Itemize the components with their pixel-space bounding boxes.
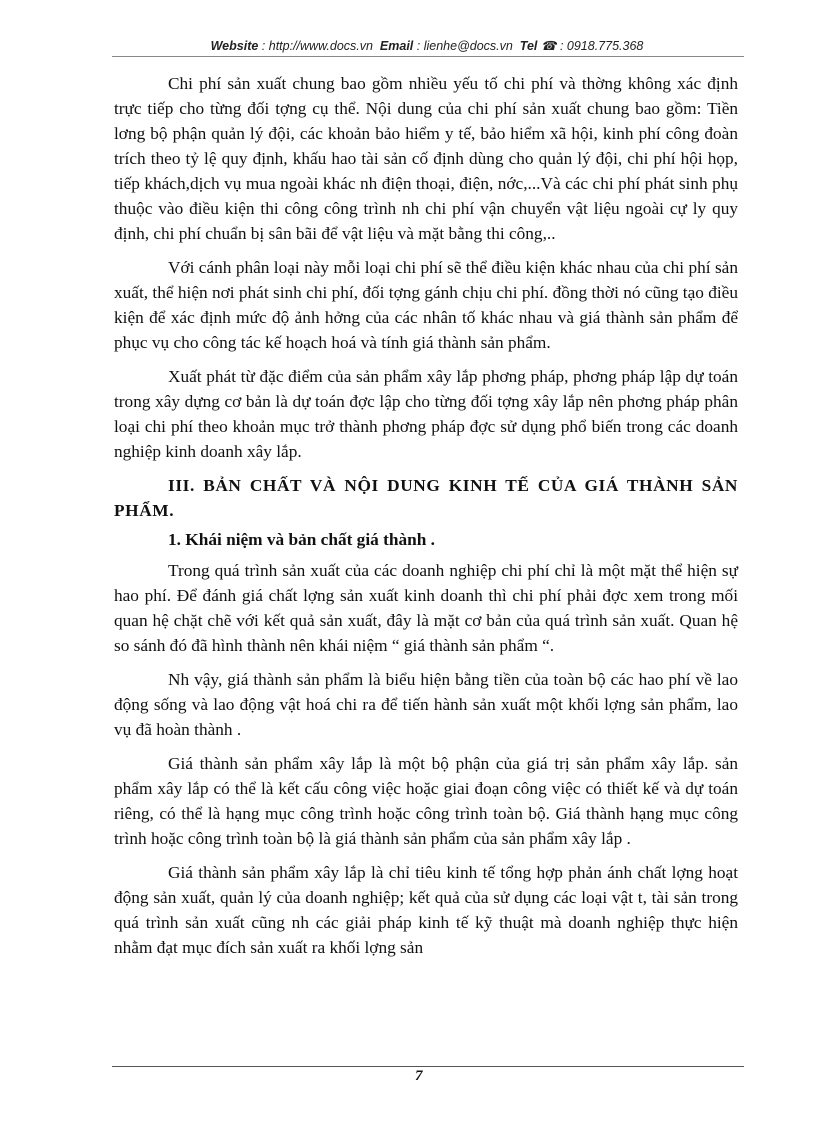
page-number: 7 (415, 1068, 423, 1084)
paragraph-economic-indicator: Giá thành sản phẩm xây lắp là chỉ tiêu kinh tế tổng hợp phản ánh chất lợng hoạt động sản xuất, quản lý của doanh nghiệp; kết quả của sử dụng các loại vật t, tài sản trong quá trình sản xuất cũng nh các giải pháp kinh tế kỹ thuật mà doanh nghiệp thực hiện nhằm đạt mục đích sản xuất ra khối lợng sản (114, 863, 738, 957)
header-divider (112, 56, 744, 57)
subsection-heading: 1. Khái niệm và bản chất giá thành . (168, 530, 435, 549)
paragraph-concept: Trong quá trình sản xuất của các doanh nghiệp chi phí chỉ là một mặt thể hiện sự hao phí. Để đánh giá chất lợng sản xuất kinh doanh thì chi phí phải đợc xem trong mối quan hệ chặt chẽ với kết quả sản xuất, đây là mặt cơ bản của quá trình sản xuất. Quan hệ so sánh đó đã hình thành nên khái niệm “ giá thành sản phẩm “. (114, 561, 738, 655)
footer-divider (112, 1066, 744, 1067)
tel-value: : 0918.775.368 (559, 39, 644, 53)
paragraph-general-production-costs: Chi phí sản xuất chung bao gồm nhiều yếu tố chi phí và thờng không xác định trực tiếp cho từng đối tợng cụ thể. Nội dung của chi phí sản xuất chung bao gồm: Tiền lơng bộ phận quản lý đội, các khoản bảo hiểm y tế, bảo hiểm xã hội, kinh phí công đoàn trích theo tỷ lệ quy định, khấu hao tài sản cố định dùng cho quản lý đội, chi phí hội họp, tiếp khách,dịch vụ mua ngoài khác nh điện thoại, điện, nớc,...Và các chi phí phát sinh phụ thuộc vào điều kiện thi công công trình nh chi phí vận chuyển vật liệu ngoài cự ly quy định, chi phí chuẩn bị sân bãi để vật liệu và mặt bằng thi công,.. (114, 74, 738, 243)
paragraph-classification: Với cánh phân loại này mỗi loại chi phí sẽ thể điều kiện khác nhau của chi phí sản xuất, thể hiện nơi phát sinh chi phí, đối tợng gánh chịu chi phí. đồng thời nó cũng tạo điều kiện để xác định mức độ ảnh hởng của các nhân tố khác nhau và giá thành sản phẩm để phục vụ cho công tác kế hoạch hoá và tính giá thành sản phẩm. (114, 258, 738, 352)
email-label: Email (379, 39, 414, 53)
website-label: Website (210, 39, 259, 53)
paragraph-definition: Nh vậy, giá thành sản phẩm là biểu hiện bằng tiền của toàn bộ các hao phí về lao động sống và lao động vật hoá chi ra để tiến hành sản xuất một khối lợng sản phẩm, lao vụ đã hoàn thành . (114, 670, 738, 739)
tel-label: Tel (519, 39, 538, 53)
email-value[interactable]: : lienhe@docs.vn (416, 39, 513, 53)
website-value[interactable]: : http://www.docs.vn (261, 39, 373, 53)
document-body (114, 71, 738, 969)
paragraph-construction-product: Giá thành sản phẩm xây lắp là một bộ phận của giá trị sản phẩm xây lắp. sản phẩm xây lắp có thể là kết cấu công việc hoặc giai đoạn công việc có thiết kế và dự toán riêng, có thể là hạng mục công trình hoặc công trình toàn bộ. Giá thành hạng mục công trình hoặc công trình toàn bộ là giá thành sản phẩm của sản phẩm xây lắp . (114, 754, 738, 848)
paragraph-estimation-method: Xuất phát từ đặc điểm của sản phẩm xây lắp phơng pháp, phơng pháp lập dự toán trong xây dựng cơ bản là dự toán đợc lập cho từng đối tợng xây lắp nên phơng pháp phân loại chi phí theo khoản mục trở thành phơng pháp đợc sử dụng phổ biến trong các doanh nghiệp kinh doanh xây lắp. (114, 367, 738, 461)
phone-icon: ☎ (540, 39, 557, 53)
section-heading: III. BẢN CHẤT VÀ NỘI DUNG KINH TẾ CỦA GIÁ THÀNH SẢN PHẨM. (114, 476, 738, 520)
page-header (112, 38, 742, 53)
